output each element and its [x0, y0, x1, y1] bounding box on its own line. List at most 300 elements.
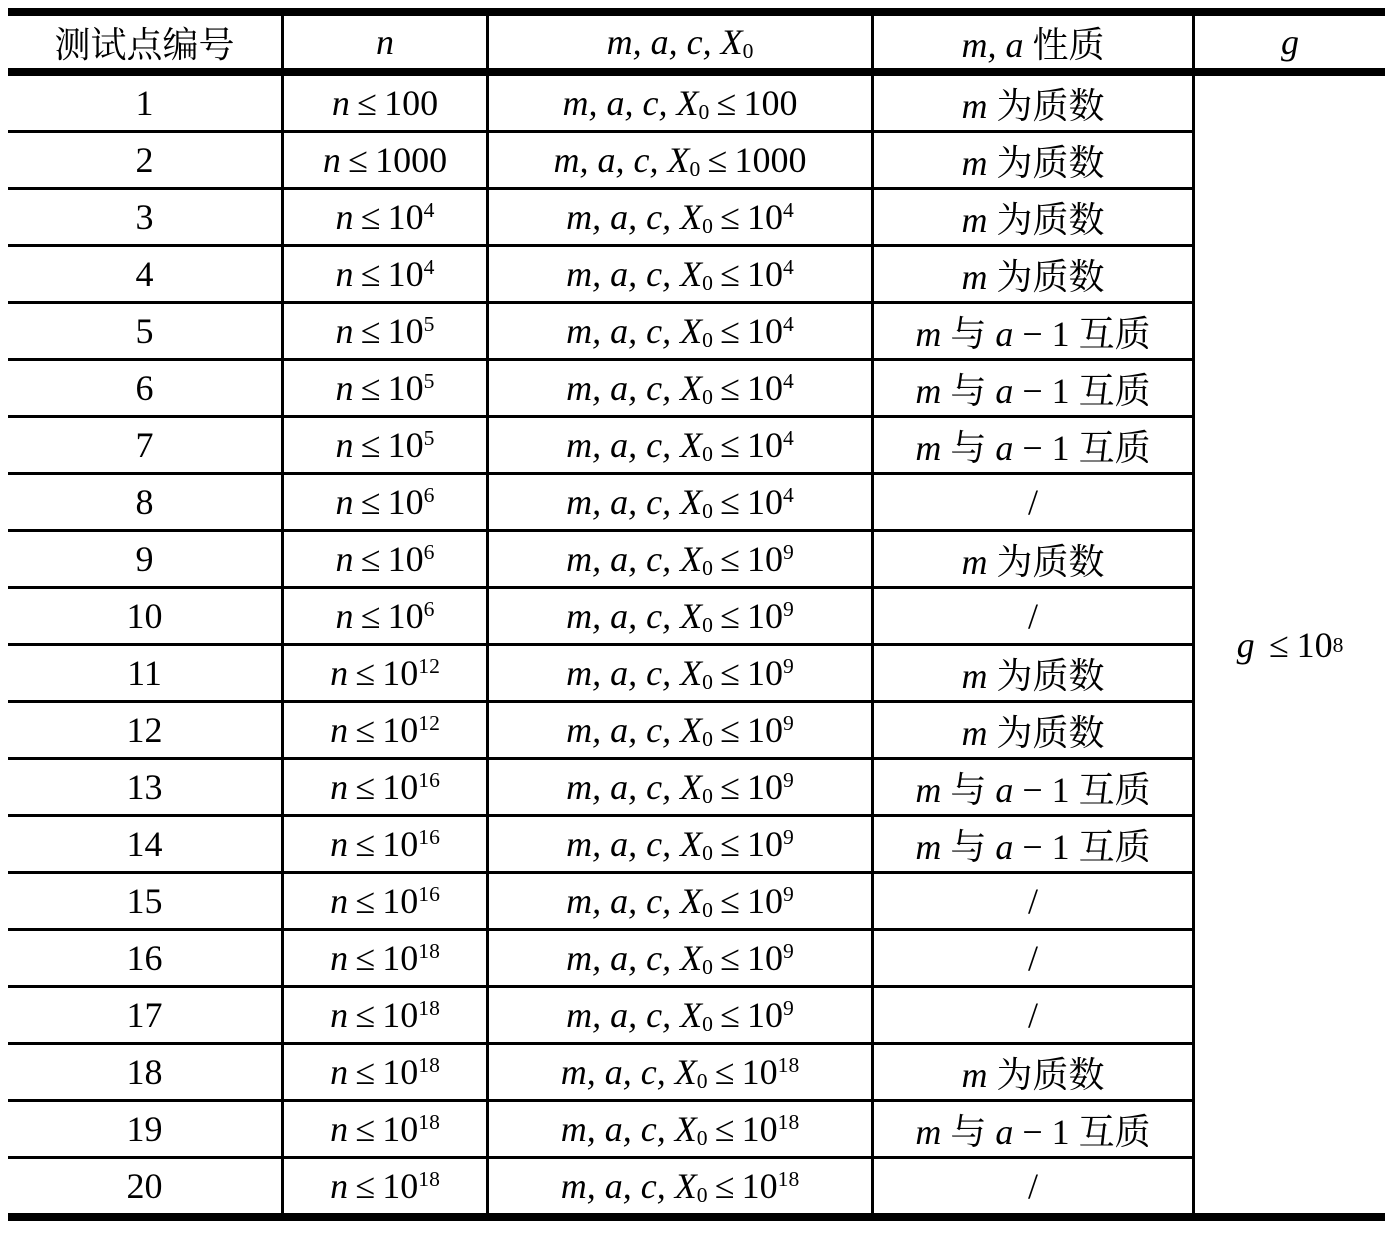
header-property-label: 性质	[1023, 24, 1105, 65]
n-leq: ≤	[355, 938, 376, 978]
n-constraint-cell	[281, 133, 486, 190]
range-leq: ≤	[720, 653, 740, 693]
n-leq: ≤	[355, 824, 376, 864]
n-exponent: 6	[423, 483, 435, 508]
property-var-1: m	[961, 1054, 988, 1095]
table-row	[8, 874, 1192, 931]
testcase-id-cell	[8, 247, 281, 304]
n-var: n	[335, 311, 354, 351]
n-bound: 10	[382, 824, 419, 864]
property-var-1: m	[915, 826, 942, 867]
n-var: n	[330, 995, 349, 1035]
n-leq: ≤	[348, 140, 368, 180]
range-bound: 10	[747, 254, 784, 294]
n-constraint-cell	[281, 418, 486, 475]
table-row	[8, 1045, 1192, 1102]
n-bound: 100	[384, 83, 439, 123]
n-constraint-cell	[281, 760, 486, 817]
n-var: n	[335, 368, 354, 408]
header-range-vars: m, a, c, X	[606, 22, 743, 62]
n-constraint-cell	[281, 190, 486, 247]
n-var: n	[335, 596, 354, 636]
testcase-constraints-table	[8, 8, 1390, 1221]
n-exponent: 5	[423, 312, 435, 337]
property-text-2: − 1 互质	[1013, 826, 1151, 867]
range-leq: ≤	[720, 824, 740, 864]
g-constraint-cell: g ≤ 10 8	[1195, 76, 1385, 1221]
property-var-1: m	[961, 256, 988, 297]
table-row	[8, 133, 1192, 190]
testcase-id: 13	[126, 767, 163, 807]
range-vars: m, a, c, X	[566, 938, 703, 978]
n-leq: ≤	[355, 767, 376, 807]
n-exponent: 12	[418, 711, 440, 736]
range-bound: 10	[741, 1166, 778, 1206]
range-constraint-cell	[486, 646, 871, 703]
property-cell	[871, 76, 1192, 133]
range-leq: ≤	[720, 995, 740, 1035]
range-sub: 0	[702, 555, 713, 580]
table-row	[8, 703, 1192, 760]
range-leq: ≤	[720, 368, 740, 408]
property-text-1: /	[1027, 995, 1038, 1035]
range-constraint-cell	[486, 361, 871, 418]
property-cell	[871, 1045, 1192, 1102]
range-sub: 0	[696, 1182, 708, 1207]
range-sub: 0	[702, 384, 713, 409]
n-bound: 10	[382, 1052, 419, 1092]
range-constraint-cell	[486, 247, 871, 304]
property-cell	[871, 703, 1192, 760]
table-body	[8, 76, 1192, 1221]
range-bound: 10	[747, 311, 784, 351]
testcase-id-cell	[8, 760, 281, 817]
n-leq: ≤	[360, 368, 381, 408]
n-var: n	[330, 767, 349, 807]
testcase-id: 6	[135, 368, 154, 408]
n-constraint-cell	[281, 874, 486, 931]
header-row	[8, 8, 1192, 76]
range-bound: 10	[747, 368, 784, 408]
testcase-id-cell	[8, 190, 281, 247]
n-bound: 10	[382, 1166, 419, 1206]
range-exponent: 4	[783, 198, 794, 223]
range-vars: m, a, c, X	[566, 539, 703, 579]
n-exponent: 16	[418, 825, 440, 850]
property-text-1: /	[1027, 1166, 1038, 1206]
table-row	[8, 931, 1192, 988]
g-leq: ≤	[1268, 624, 1289, 665]
n-var: n	[335, 539, 354, 579]
range-sub: 0	[696, 1068, 708, 1093]
n-var: n	[335, 254, 354, 294]
property-text-2: − 1 互质	[1013, 427, 1151, 468]
n-var: n	[330, 710, 349, 750]
property-cell	[871, 1102, 1192, 1159]
table-row	[8, 418, 1192, 475]
n-constraint-cell	[281, 1159, 486, 1221]
n-exponent: 16	[418, 882, 440, 907]
n-var: n	[330, 1052, 349, 1092]
range-sub: 0	[702, 897, 713, 922]
n-constraint-cell	[281, 931, 486, 988]
g-column	[1192, 8, 1385, 1221]
range-exponent: 18	[777, 1110, 800, 1135]
property-text-1: /	[1027, 881, 1038, 921]
property-var-2: a	[995, 427, 1014, 468]
range-leq: ≤	[720, 254, 740, 294]
header-n	[281, 8, 486, 76]
range-bound: 10	[747, 824, 784, 864]
n-constraint-cell	[281, 817, 486, 874]
n-leq: ≤	[360, 311, 381, 351]
range-exponent: 4	[783, 426, 794, 451]
testcase-id: 8	[135, 482, 154, 522]
n-bound: 10	[382, 653, 419, 693]
n-var: n	[330, 1109, 349, 1149]
n-bound: 10	[387, 425, 424, 465]
table-row	[8, 988, 1192, 1045]
n-var: n	[330, 881, 349, 921]
range-leq: ≤	[714, 1166, 735, 1206]
n-exponent: 6	[423, 540, 435, 565]
header-n-label: n	[376, 22, 394, 62]
range-bound: 10	[747, 596, 784, 636]
range-leq: ≤	[720, 482, 740, 522]
range-bound: 10	[747, 482, 784, 522]
property-text-1: /	[1027, 482, 1038, 522]
testcase-id: 4	[135, 254, 154, 294]
testcase-id: 7	[135, 425, 154, 465]
range-bound: 10	[747, 197, 784, 237]
range-vars: m, a, c, X	[566, 995, 703, 1035]
n-bound: 10	[387, 254, 424, 294]
testcase-id: 9	[135, 539, 154, 579]
testcase-id-cell	[8, 817, 281, 874]
n-constraint-cell	[281, 532, 486, 589]
property-cell	[871, 133, 1192, 190]
range-leq: ≤	[720, 767, 740, 807]
property-cell	[871, 532, 1192, 589]
main-table	[8, 8, 1192, 1221]
range-bound: 100	[743, 83, 798, 123]
n-constraint-cell	[281, 589, 486, 646]
n-bound: 10	[382, 767, 419, 807]
table-row	[8, 76, 1192, 133]
property-var-1: m	[961, 199, 988, 240]
range-constraint-cell	[486, 1045, 871, 1102]
range-vars: m, a, c, X	[560, 1052, 697, 1092]
range-vars: m, a, c, X	[566, 653, 703, 693]
n-bound: 10	[387, 368, 424, 408]
range-vars: m, a, c, X	[566, 368, 703, 408]
property-cell	[871, 475, 1192, 532]
range-constraint-cell	[486, 418, 871, 475]
range-bound: 10	[747, 710, 784, 750]
range-sub: 0	[702, 327, 713, 352]
n-bound: 10	[382, 995, 419, 1035]
range-bound: 1000	[734, 140, 807, 180]
range-vars: m, a, c, X	[566, 710, 703, 750]
range-bound: 10	[747, 881, 784, 921]
range-bound: 10	[747, 425, 784, 465]
testcase-id-cell	[8, 532, 281, 589]
range-leq: ≤	[714, 1109, 735, 1149]
header-testcase-id-label: 测试点编号	[54, 24, 235, 65]
range-vars: m, a, c, X	[566, 197, 703, 237]
property-text-1: 为质数	[987, 256, 1105, 297]
n-var: n	[335, 425, 354, 465]
header-range	[486, 8, 871, 76]
n-bound: 10	[382, 881, 419, 921]
range-exponent: 4	[783, 369, 794, 394]
n-constraint-cell	[281, 646, 486, 703]
range-exponent: 18	[777, 1167, 800, 1192]
property-text-1: 为质数	[987, 199, 1105, 240]
n-constraint-cell	[281, 1102, 486, 1159]
n-bound: 10	[382, 710, 419, 750]
range-leq: ≤	[714, 1052, 735, 1092]
range-sub: 0	[689, 156, 701, 181]
range-constraint-cell	[486, 1159, 871, 1221]
range-bound: 10	[741, 1109, 778, 1149]
n-bound: 1000	[375, 140, 448, 180]
range-leq: ≤	[720, 311, 740, 351]
testcase-id-cell	[8, 646, 281, 703]
table-row	[8, 817, 1192, 874]
property-var-1: m	[961, 655, 988, 696]
testcase-id-cell	[8, 988, 281, 1045]
property-text-1: 与	[941, 427, 996, 468]
range-constraint-cell	[486, 589, 871, 646]
property-cell	[871, 817, 1192, 874]
property-var-2: a	[995, 826, 1014, 867]
n-exponent: 6	[423, 597, 435, 622]
testcase-id: 20	[126, 1166, 163, 1206]
property-text-1: /	[1027, 938, 1038, 978]
table-row	[8, 247, 1192, 304]
property-var-2: a	[995, 313, 1014, 354]
header-testcase-id	[8, 8, 281, 76]
table-row	[8, 475, 1192, 532]
n-constraint-cell	[281, 76, 486, 133]
n-constraint-cell	[281, 475, 486, 532]
testcase-id: 2	[135, 140, 154, 180]
range-exponent: 4	[783, 483, 794, 508]
n-leq: ≤	[360, 596, 381, 636]
testcase-id-cell	[8, 133, 281, 190]
testcase-id: 11	[127, 653, 162, 693]
n-leq: ≤	[355, 1166, 376, 1206]
n-leq: ≤	[355, 1052, 376, 1092]
range-exponent: 9	[783, 711, 794, 736]
range-leq: ≤	[720, 539, 740, 579]
table-row	[8, 1159, 1192, 1221]
property-text-1: 为质数	[987, 541, 1105, 582]
property-text-1: 与	[941, 826, 996, 867]
testcase-id-cell	[8, 931, 281, 988]
n-leq: ≤	[360, 197, 381, 237]
n-constraint-cell	[281, 361, 486, 418]
n-constraint-cell	[281, 988, 486, 1045]
range-leq: ≤	[720, 710, 740, 750]
n-exponent: 12	[418, 654, 440, 679]
range-leq: ≤	[720, 197, 740, 237]
testcase-id: 19	[126, 1109, 163, 1149]
range-exponent: 9	[783, 540, 794, 565]
g-var: g	[1236, 624, 1255, 665]
range-constraint-cell	[486, 190, 871, 247]
testcase-id-cell	[8, 361, 281, 418]
property-var-1: m	[961, 541, 988, 582]
range-vars: m, a, c, X	[562, 83, 699, 123]
range-sub: 0	[702, 213, 713, 238]
property-cell	[871, 874, 1192, 931]
testcase-id: 10	[126, 596, 163, 636]
range-sub: 0	[702, 954, 713, 979]
n-var: n	[335, 482, 354, 522]
n-var: n	[322, 140, 341, 180]
property-text-1: 为质数	[987, 85, 1105, 126]
property-var-2: a	[995, 1111, 1014, 1152]
n-constraint-cell	[281, 247, 486, 304]
range-sub: 0	[702, 1011, 713, 1036]
table-row	[8, 589, 1192, 646]
property-var-1: m	[915, 313, 942, 354]
n-bound: 10	[382, 938, 419, 978]
property-var-1: m	[915, 769, 942, 810]
n-exponent: 4	[423, 255, 435, 280]
property-text-1: 为质数	[987, 655, 1105, 696]
n-bound: 10	[387, 311, 424, 351]
property-cell	[871, 1159, 1192, 1221]
range-vars: m, a, c, X	[566, 254, 703, 294]
n-exponent: 5	[423, 426, 435, 451]
range-constraint-cell	[486, 703, 871, 760]
property-text-2: − 1 互质	[1013, 769, 1151, 810]
n-bound: 10	[387, 596, 424, 636]
n-leq: ≤	[355, 653, 376, 693]
range-vars: m, a, c, X	[560, 1166, 697, 1206]
range-vars: m, a, c, X	[560, 1109, 697, 1149]
header-g	[1195, 8, 1385, 76]
n-leq: ≤	[360, 482, 381, 522]
range-bound: 10	[747, 938, 784, 978]
range-constraint-cell	[486, 76, 871, 133]
property-text-1: 为质数	[987, 142, 1105, 183]
n-var: n	[330, 1166, 349, 1206]
testcase-id: 16	[126, 938, 163, 978]
range-exponent: 9	[783, 882, 794, 907]
property-text-1: 为质数	[987, 1054, 1105, 1095]
testcase-id-cell	[8, 1159, 281, 1221]
range-constraint-cell	[486, 1102, 871, 1159]
range-sub: 0	[702, 669, 713, 694]
range-vars: m, a, c, X	[566, 482, 703, 522]
range-constraint-cell	[486, 304, 871, 361]
range-constraint-cell	[486, 133, 871, 190]
property-text-1: 与	[941, 769, 996, 810]
testcase-id: 1	[135, 83, 154, 123]
range-exponent: 9	[783, 597, 794, 622]
range-sub: 0	[702, 840, 713, 865]
table-row	[8, 361, 1192, 418]
range-leq: ≤	[720, 881, 740, 921]
range-vars: m, a, c, X	[566, 767, 703, 807]
n-bound: 10	[382, 1109, 419, 1149]
range-sub: 0	[702, 498, 713, 523]
property-cell	[871, 190, 1192, 247]
n-bound: 10	[387, 539, 424, 579]
property-cell	[871, 760, 1192, 817]
testcase-id: 3	[135, 197, 154, 237]
n-exponent: 5	[423, 369, 435, 394]
table-row	[8, 190, 1192, 247]
n-constraint-cell	[281, 703, 486, 760]
testcase-id-cell	[8, 475, 281, 532]
testcase-id-cell	[8, 418, 281, 475]
property-text-2: − 1 互质	[1013, 1111, 1151, 1152]
n-leq: ≤	[355, 881, 376, 921]
n-var: n	[330, 938, 349, 978]
range-sub: 0	[702, 612, 713, 637]
n-leq: ≤	[355, 995, 376, 1035]
property-text-1: 与	[941, 370, 996, 411]
n-constraint-cell	[281, 1045, 486, 1102]
table-row	[8, 646, 1192, 703]
range-bound: 10	[741, 1052, 778, 1092]
range-vars: m, a, c, X	[566, 596, 703, 636]
range-exponent: 9	[783, 654, 794, 679]
range-vars: m, a, c, X	[553, 140, 690, 180]
n-leq: ≤	[360, 425, 381, 465]
range-constraint-cell	[486, 475, 871, 532]
g-base: 10	[1296, 624, 1333, 665]
testcase-id: 14	[126, 824, 163, 864]
range-constraint-cell	[486, 874, 871, 931]
property-cell	[871, 931, 1192, 988]
property-var-1: m	[961, 712, 988, 753]
range-bound: 10	[747, 767, 784, 807]
range-bound: 10	[747, 995, 784, 1035]
table-row	[8, 760, 1192, 817]
range-sub: 0	[696, 1125, 708, 1150]
range-exponent: 18	[777, 1053, 800, 1078]
testcase-id: 18	[126, 1052, 163, 1092]
n-exponent: 18	[418, 1053, 440, 1078]
range-leq: ≤	[720, 425, 740, 465]
header-property-vars: m, a	[961, 24, 1024, 65]
property-cell	[871, 247, 1192, 304]
n-var: n	[330, 824, 349, 864]
property-var-2: a	[995, 769, 1014, 810]
range-exponent: 9	[783, 939, 794, 964]
testcase-id-cell	[8, 703, 281, 760]
testcase-id-cell	[8, 304, 281, 361]
range-bound: 10	[747, 539, 784, 579]
range-constraint-cell	[486, 760, 871, 817]
n-leq: ≤	[355, 1109, 376, 1149]
range-constraint-cell	[486, 817, 871, 874]
property-var-1: m	[961, 85, 988, 126]
range-leq: ≤	[707, 140, 728, 180]
range-exponent: 4	[783, 255, 794, 280]
range-leq: ≤	[720, 938, 740, 978]
range-sub: 0	[702, 783, 713, 808]
testcase-id-cell	[8, 1045, 281, 1102]
property-var-1: m	[915, 370, 942, 411]
property-text-1: 与	[941, 313, 996, 354]
